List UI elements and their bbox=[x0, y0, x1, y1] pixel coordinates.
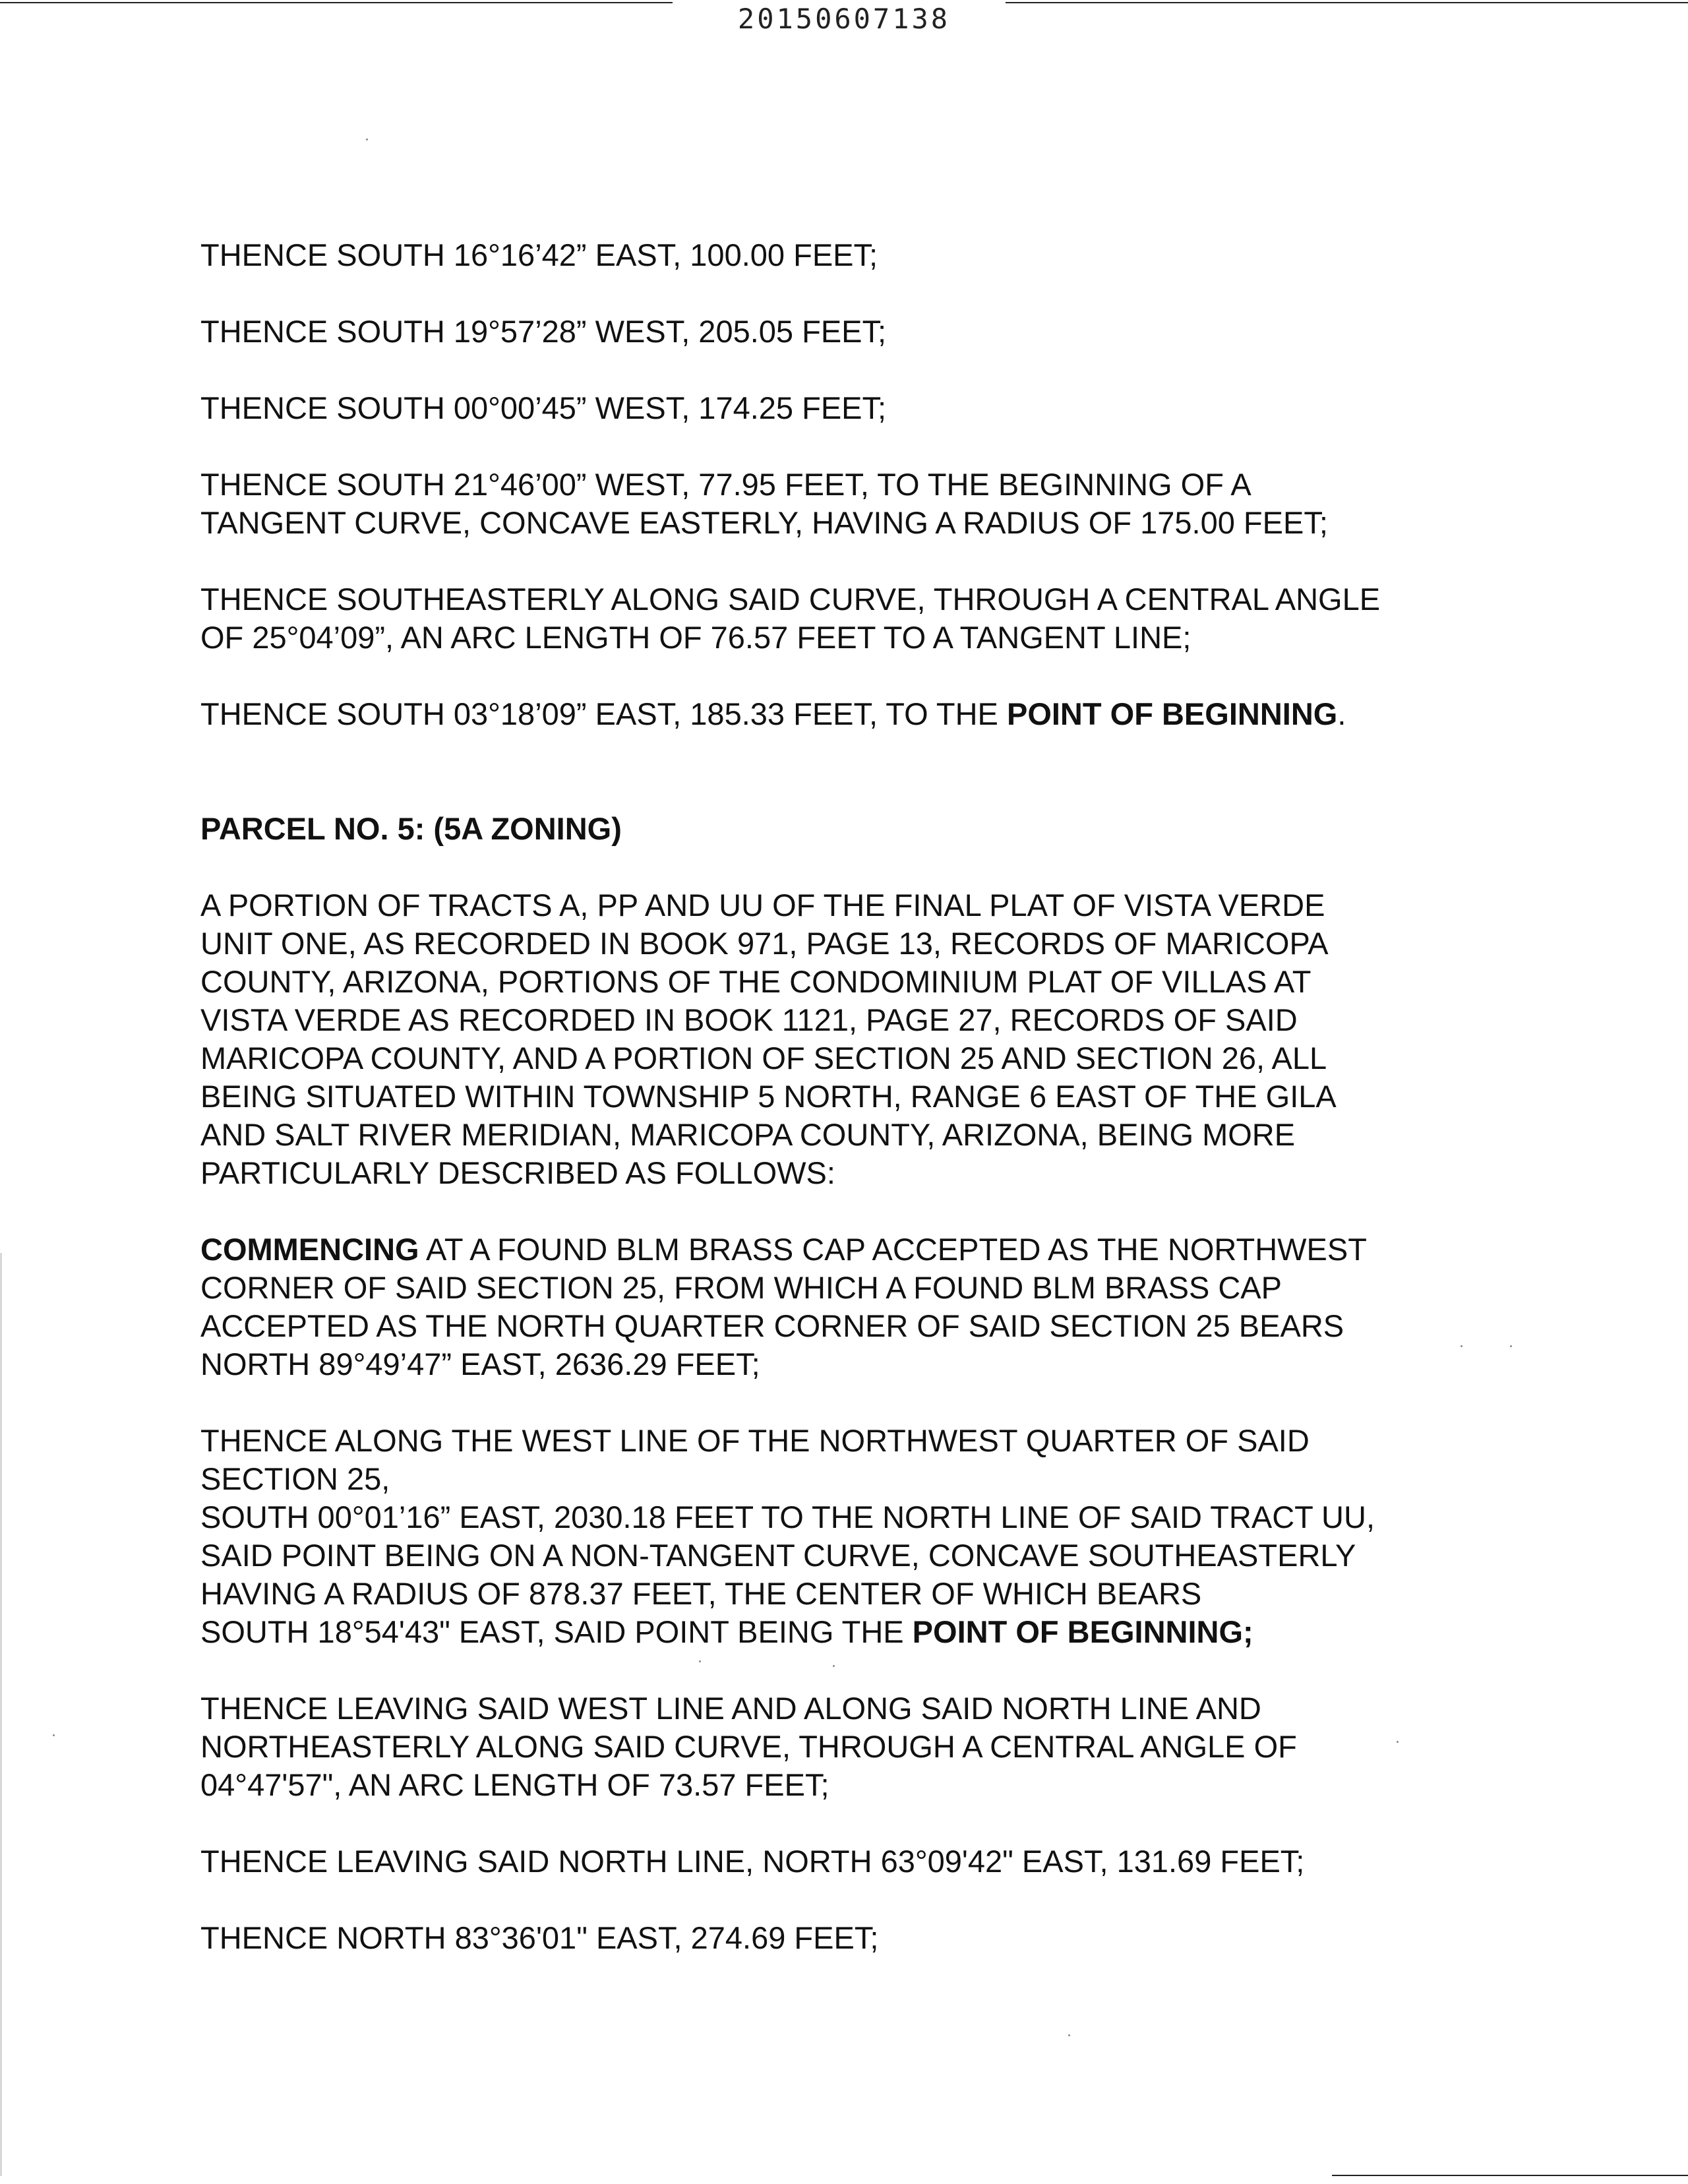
scan-speck bbox=[53, 1734, 55, 1736]
paragraph-8 bbox=[200, 1230, 1519, 1383]
paragraph-6-emphasis: POINT OF BEGINNING bbox=[1006, 696, 1338, 731]
paragraph-7: A PORTION OF TRACTS A, PP AND UU OF THE FINAL PLAT OF VISTA VERDE UNIT ONE, AS RECORDED IN BOOK 971, PAGE 13, RECORDS OF MARICOPA COUNTY, ARIZONA, PORTIONS OF THE CONDOMINIUM PLAT OF VILLAS AT VISTA VERDE AS RECORDED IN BOOK 1121, PAGE 27, RECORDS OF SAID MARICOPA COUNTY, AND A PORTION OF SECTION 25 AND SECTION 26, ALL BEING SITUATED WITHIN TOWNSHIP 5 NORTH, RANGE 6 EAST OF THE GILA AND SALT RIVER MERIDIAN, MARICOPA COUNTY, ARIZONA, BEING MORE PARTICULARLY DESCRIBED AS FOLLOWS: bbox=[200, 888, 1337, 1190]
recording-number: 20150607138 bbox=[737, 3, 951, 35]
scan-speck bbox=[833, 1665, 835, 1667]
bottom-rule bbox=[1332, 2175, 1688, 2176]
scan-speck bbox=[699, 1660, 701, 1662]
paragraph-8-emphasis: COMMENCING bbox=[200, 1232, 419, 1267]
paragraph-9-emphasis: POINT OF BEGINNING; bbox=[912, 1614, 1253, 1649]
scan-speck bbox=[1397, 1741, 1399, 1743]
scan-speck bbox=[366, 138, 368, 140]
scan-speck bbox=[1510, 1345, 1512, 1347]
paragraph-3: THENCE SOUTH 00°00’45” WEST, 174.25 FEET; bbox=[200, 390, 887, 425]
paragraph-11: THENCE LEAVING SAID NORTH LINE, NORTH 63°09'42" EAST, 131.69 FEET; bbox=[200, 1844, 1305, 1879]
scan-edge bbox=[0, 1253, 2, 2176]
paragraph-2: THENCE SOUTH 19°57’28” WEST, 205.05 FEET; bbox=[200, 314, 887, 349]
paragraph-10: THENCE LEAVING SAID WEST LINE AND ALONG SAID NORTH LINE AND NORTHEASTERLY ALONG SAID CURVE, THROUGH A CENTRAL ANGLE OF 04°47'57", AN ARC LENGTH OF 73.57 FEET; bbox=[200, 1691, 1297, 1802]
legal-description bbox=[200, 236, 1519, 1995]
paragraph-1: THENCE SOUTH 16°16’42” EAST, 100.00 FEET; bbox=[200, 237, 878, 272]
paragraph-4: THENCE SOUTH 21°46’00” WEST, 77.95 FEET, TO THE BEGINNING OF A TANGENT CURVE, CONCAVE EASTERLY, HAVING A RADIUS OF 175.00 FEET; bbox=[200, 467, 1328, 540]
paragraph-8-text: AT A FOUND BLM BRASS CAP ACCEPTED AS THE NORTHWEST CORNER OF SAID SECTION 25, FROM WHICH A FOUND BLM BRASS CAP ACCEPTED AS THE NORTH QUARTER CORNER OF SAID SECTION 25 BEARS NORTH 89°49’47” EAST, 2636.29 FEET; bbox=[200, 1232, 1367, 1381]
scan-speck bbox=[1461, 1345, 1462, 1347]
paragraph-6 bbox=[200, 695, 1519, 733]
paragraph-12: THENCE NORTH 83°36'01" EAST, 274.69 FEET; bbox=[200, 1920, 879, 1955]
paragraph-9 bbox=[200, 1422, 1519, 1651]
scan-speck bbox=[1068, 2034, 1070, 2036]
paragraph-6-end: . bbox=[1337, 696, 1346, 731]
paragraph-5: THENCE SOUTHEASTERLY ALONG SAID CURVE, THROUGH A CENTRAL ANGLE OF 25°04’09”, AN ARC LENGTH OF 76.57 FEET TO A TANGENT LINE; bbox=[200, 582, 1381, 655]
parcel-heading: PARCEL NO. 5: (5A ZONING) bbox=[200, 811, 622, 846]
paragraph-9-text: THENCE ALONG THE WEST LINE OF THE NORTHWEST QUARTER OF SAID SECTION 25, SOUTH 00°01’16” EAST, 2030.18 FEET TO THE NORTH LINE OF SAID TRACT UU, SAID POINT BEING ON A NON-TANGENT CURVE, CONCAVE SOUTHEASTERLY HAVING A RADIUS OF 878.37 FEET, THE CENTER OF WHICH BEARS SOUTH 18°54'43" EAST, SAID POINT BEING THE bbox=[200, 1423, 1375, 1649]
paragraph-6-text: THENCE SOUTH 03°18’09” EAST, 185.33 FEET, TO THE bbox=[200, 696, 1007, 731]
